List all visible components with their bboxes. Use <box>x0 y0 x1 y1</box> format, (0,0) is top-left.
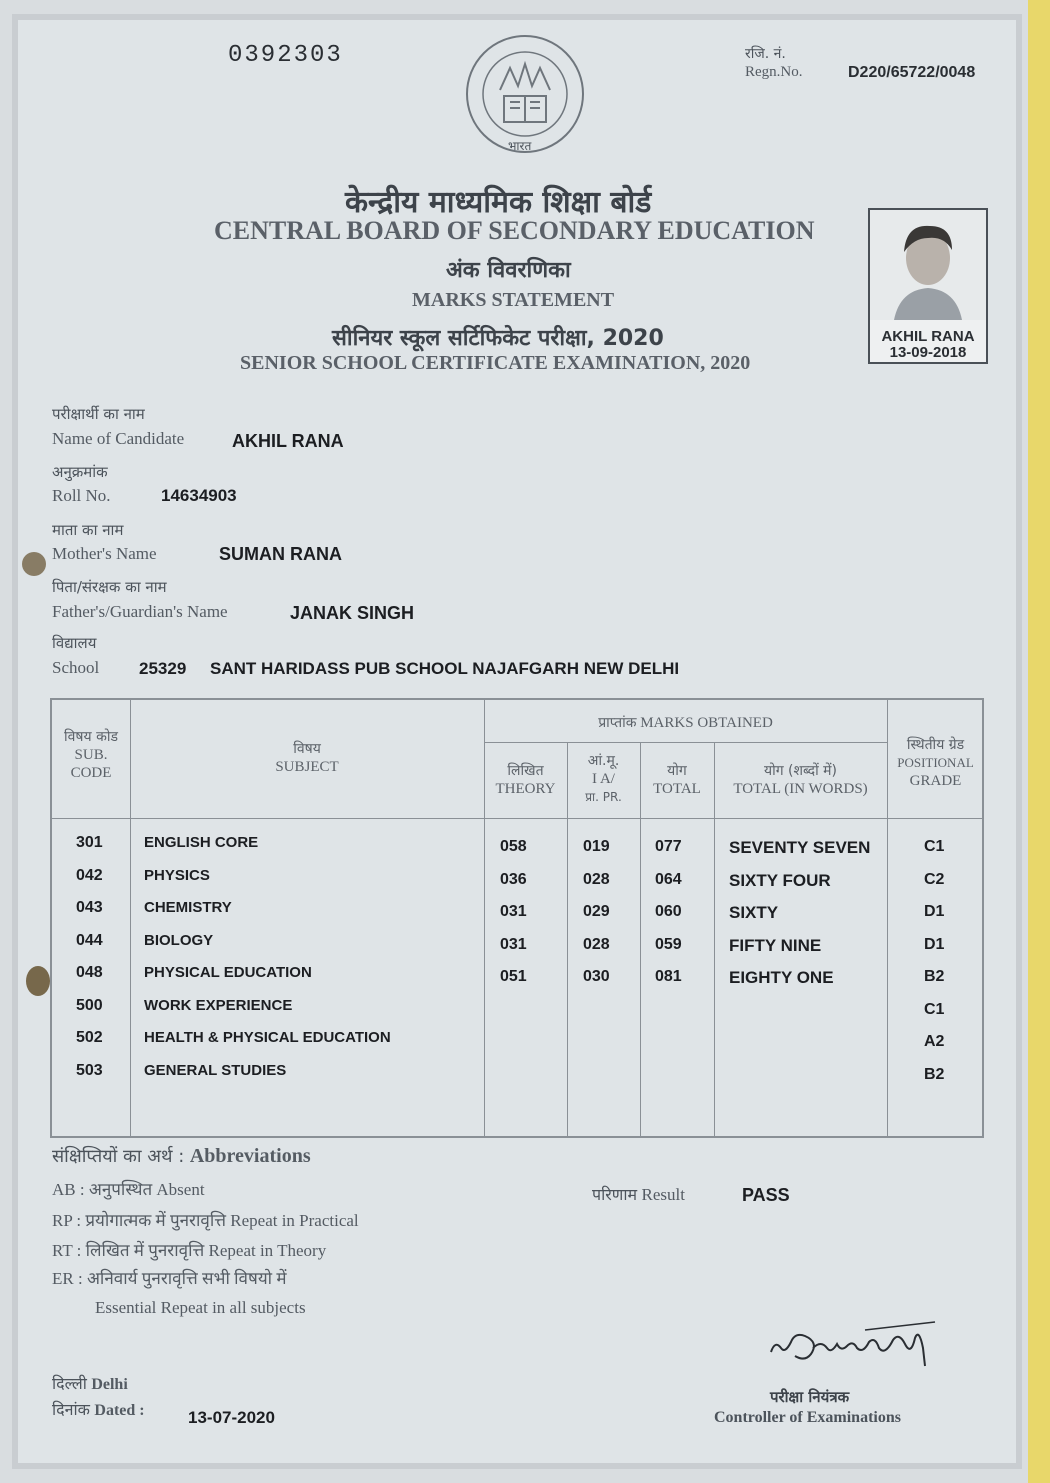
controller-title: Controller of Examinations <box>714 1409 901 1426</box>
cell-grade: B2 <box>924 1065 945 1083</box>
cell-code: 043 <box>76 899 103 916</box>
abbreviation-item: RP : प्रयोगात्मक में पुनरावृत्ति Repeat in Practical <box>52 1211 359 1230</box>
cell-words: SEVENTY SEVEN <box>729 838 871 857</box>
cell-subject: GENERAL STUDIES <box>144 1061 287 1079</box>
cell-words: SIXTY <box>729 903 779 922</box>
avatar <box>870 210 986 320</box>
cell-code: 301 <box>76 834 103 851</box>
cell-subject: WORK EXPERIENCE <box>144 996 293 1014</box>
candidate-name-label: Name of Candidate <box>52 429 185 448</box>
cell-subject: HEALTH & PHYSICAL EDUCATION <box>144 1029 391 1046</box>
photo-name: AKHIL RANA <box>881 328 975 345</box>
father-name-hindi: पिता/संरक्षक का नाम <box>52 578 167 596</box>
cell-ia: 028 <box>583 935 610 953</box>
yellow-background-edge <box>1028 0 1050 1483</box>
cell-theory: 031 <box>500 903 527 920</box>
result-value: PASS <box>742 1185 790 1205</box>
controller-hindi: परीक्षा नियंत्रक <box>770 1388 850 1406</box>
abbreviation-item: ER : अनिवार्य पुनरावृत्ति सभी विषयो में <box>52 1269 287 1288</box>
cell-theory: 051 <box>500 968 527 985</box>
cell-ia: 030 <box>583 968 610 985</box>
candidate-photo <box>868 208 988 364</box>
cell-grade: C1 <box>924 1000 945 1018</box>
exam-title: SENIOR SCHOOL CERTIFICATE EXAMINATION, 2020 <box>240 352 751 374</box>
cell-subject: PHYSICAL EDUCATION <box>144 964 312 981</box>
abbreviation-item: RT : लिखित में पुनरावृत्ति Repeat in Theory <box>52 1241 327 1260</box>
header-total-words: योग (शब्दों में) TOTAL (IN WORDS) <box>733 763 868 797</box>
cell-total: 077 <box>655 838 682 855</box>
header-subject: विषय SUBJECT <box>275 741 339 775</box>
cell-ia: 029 <box>583 903 610 920</box>
punch-hole <box>26 966 50 996</box>
cell-words: SIXTY FOUR <box>729 870 831 890</box>
issue-date: 13-07-2020 <box>188 1408 275 1427</box>
cell-ia: 028 <box>583 870 610 888</box>
regn-hindi-label: रजि. नं. <box>745 46 786 62</box>
school-name: SANT HARIDASS PUB SCHOOL NAJAFGARH NEW DELHI <box>210 659 680 678</box>
cell-code: 044 <box>76 931 103 949</box>
board-name: CENTRAL BOARD OF SECONDARY EDUCATION <box>214 216 815 245</box>
cell-code: 503 <box>76 1061 103 1079</box>
school-hindi: विद्यालय <box>52 634 97 652</box>
father-name-label: Father's/Guardian's Name <box>52 602 228 621</box>
mother-name-label: Mother's Name <box>52 544 157 563</box>
mother-name-hindi: माता का नाम <box>52 521 124 539</box>
cell-total: 064 <box>655 870 682 888</box>
marks-table <box>50 698 984 1138</box>
cell-total: 060 <box>655 903 682 920</box>
abbreviations-heading: संक्षिप्तियों का अर्थ : Abbreviations <box>52 1145 311 1167</box>
cell-total: 081 <box>655 968 682 985</box>
header-total: योग TOTAL <box>653 763 701 797</box>
photo-date: 13-09-2018 <box>889 344 967 361</box>
header-grade: स्थितीय ग्रेड POSITIONAL GRADE <box>897 737 974 789</box>
emblem-text: भारत <box>508 139 532 153</box>
cell-ia: 019 <box>583 838 610 855</box>
board-name-hindi: केन्द्रीय माध्यमिक शिक्षा बोर्ड <box>345 185 652 220</box>
regn-number: D220/65722/0048 <box>848 64 976 81</box>
cell-code: 500 <box>76 996 103 1014</box>
header-ia: आं.मू. I A/ प्रा. PR. <box>585 753 622 804</box>
statement-title: MARKS STATEMENT <box>412 289 615 311</box>
cell-grade: C2 <box>924 870 945 888</box>
cell-subject: BIOLOGY <box>144 931 214 949</box>
cell-grade: A2 <box>924 1033 945 1050</box>
cell-grade: C1 <box>924 838 945 855</box>
cell-subject: CHEMISTRY <box>144 899 232 916</box>
candidate-name-value: AKHIL RANA <box>232 431 344 451</box>
cell-theory: 058 <box>500 838 527 855</box>
controller-signature <box>765 1318 945 1368</box>
candidate-name-hindi: परीक्षार्थी का नाम <box>52 405 145 423</box>
cell-theory: 036 <box>500 870 527 888</box>
mother-name-value: SUMAN RANA <box>219 544 342 564</box>
abbreviation-item: AB : अनुपस्थित Absent <box>52 1180 205 1199</box>
cell-grade: B2 <box>924 968 945 985</box>
cell-words: EIGHTY ONE <box>729 968 834 987</box>
cell-grade: D1 <box>924 935 945 953</box>
dated-label: दिनांक Dated : <box>52 1400 145 1419</box>
serial-number: 0392303 <box>228 42 343 69</box>
statement-hindi: अंक विवरणिका <box>446 258 571 283</box>
cell-theory: 031 <box>500 935 527 953</box>
punch-hole <box>22 552 46 576</box>
header-marks-obtained: प्राप्तांक MARKS OBTAINED <box>598 715 773 731</box>
place: दिल्ली Delhi <box>52 1374 128 1393</box>
roll-no-value: 14634903 <box>161 486 237 505</box>
result-label: परिणाम Result <box>592 1185 685 1204</box>
exam-hindi: सीनियर स्कूल सर्टिफिकेट परीक्षा, 2020 <box>332 326 664 351</box>
cell-grade: D1 <box>924 903 945 920</box>
cell-subject: ENGLISH CORE <box>144 834 259 851</box>
abbreviation-item: Essential Repeat in all subjects <box>95 1298 306 1317</box>
cell-code: 042 <box>76 866 103 884</box>
header-sub-code: विषय कोड SUB. CODE <box>64 729 118 781</box>
regn-label: Regn.No. <box>745 64 803 80</box>
cell-code: 502 <box>76 1029 103 1046</box>
cell-total: 059 <box>655 935 682 953</box>
header-theory: लिखित THEORY <box>495 763 556 797</box>
roll-no-label: Roll No. <box>52 486 111 505</box>
cell-code: 048 <box>76 964 103 981</box>
cell-subject: PHYSICS <box>144 866 210 884</box>
school-label: School <box>52 658 100 677</box>
school-code: 25329 <box>139 659 187 678</box>
cell-words: FIFTY NINE <box>729 935 822 955</box>
roll-no-hindi: अनुक्रमांक <box>52 463 108 481</box>
father-name-value: JANAK SINGH <box>290 603 415 623</box>
